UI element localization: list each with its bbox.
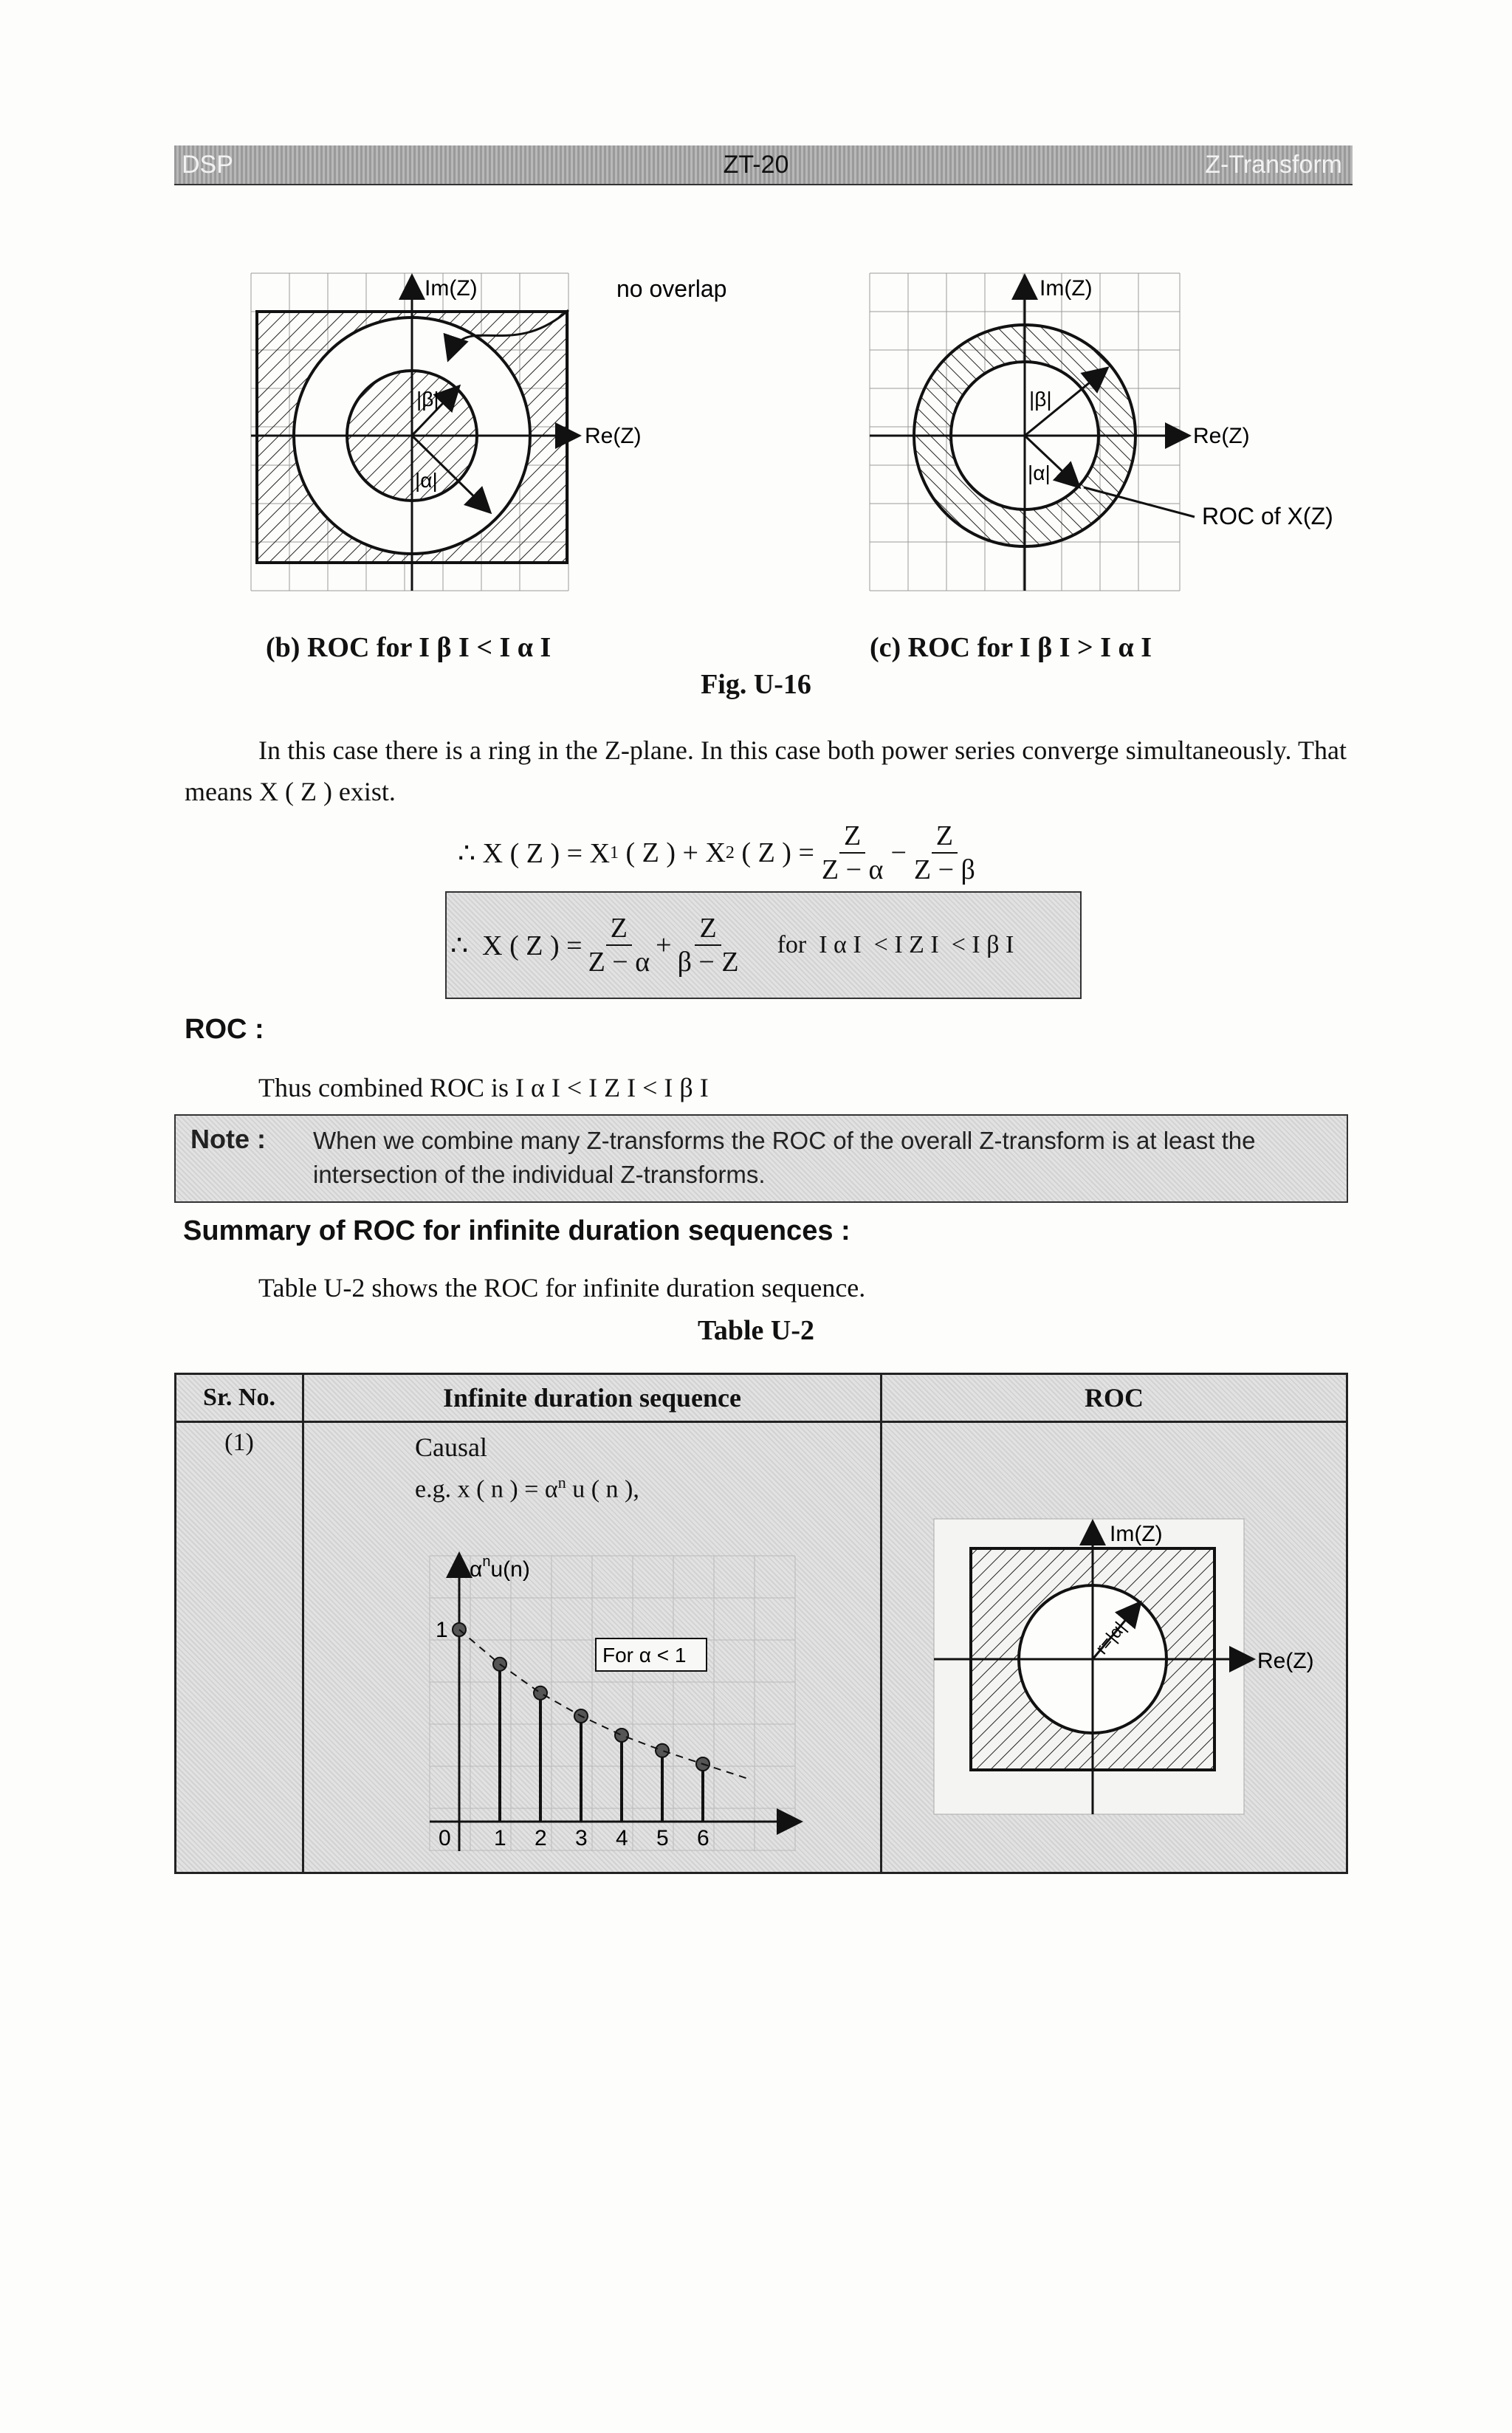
note-label: Note : [190,1124,266,1154]
re-axis-label: Re(Z) [585,424,642,448]
eq2-frac1-num: Z [606,912,632,946]
y-axis-label: $\alpha^nu(n)$ [470,1554,530,1582]
x-tick-0: 0 [439,1826,451,1850]
eq1-frac2 [914,820,975,886]
eq2-frac2-den: β − Z [677,947,739,978]
alpha-label: |α| [1028,461,1051,484]
roc-summary-table [174,1373,1348,1874]
header-chapter: Z-Transform [1205,151,1342,179]
sample-point-4 [615,1729,628,1742]
causal-label: Causal [415,1432,487,1462]
x-tick-4: 4 [616,1826,628,1850]
re-axis-label: Re(Z) [1257,1649,1314,1673]
roc-label: ROC : [185,1014,264,1045]
eq1-frac1 [822,820,884,886]
combined-roc-text: Thus combined ROC is I α I < I Z I < I β I [258,1073,709,1102]
re-axis-label: Re(Z) [1193,424,1250,448]
no-overlap-label: no overlap [616,275,727,302]
eq2-frac2-num: Z [695,912,721,946]
alpha-label: |α| [415,469,438,492]
eq1-tail: ( Z ) = [734,837,814,868]
eq1-frac2-num: Z [932,820,958,854]
table-intro: Table U-2 shows the ROC for infinite duration sequence. [258,1273,866,1303]
header-sequence: Infinite duration sequence [303,1374,882,1422]
eq2-plus: + [656,930,672,961]
figure-c-roc-diagram [862,266,1364,605]
x-tick-1: 1 [494,1826,506,1850]
eq1-sub2: 2 [725,843,735,862]
caption-c: (c) ROC for I β I > I α I [870,632,1152,663]
eq2-frac2 [678,912,739,978]
beta-label: |β| [1029,388,1052,411]
sequence-stem-plot [415,1541,828,1866]
eq1-mid: ( Z ) + X [619,837,726,868]
beta-label: |β| [416,388,439,411]
example-equation [415,1473,639,1503]
eq1-prefix: ∴ X ( Z ) = X [458,837,611,869]
example-sup: n [557,1473,566,1492]
sample-point-5 [656,1744,669,1757]
header-roc: ROC [882,1374,1347,1422]
eq2-condition: for I α I < I Z I < I β I [777,931,1014,958]
x-tick-2: 2 [535,1826,547,1850]
im-axis-label: Im(Z) [425,276,478,301]
equation-1 [458,816,983,890]
header-srno: Sr. No. [176,1374,303,1422]
x-tick-6: 6 [697,1826,709,1850]
header-page-number: ZT-20 [723,151,789,179]
table-title: Table U-2 [697,1315,814,1346]
x-tick-5: 5 [656,1826,669,1850]
eq1-minus: − [890,837,907,868]
example-tail: u ( n ), [566,1475,639,1503]
im-axis-label: Im(Z) [1110,1522,1163,1546]
eq1-sub1: 1 [610,843,619,862]
table-header-row [176,1374,1347,1422]
radius-label: r=|α| [1091,1618,1130,1658]
eq1-frac1-den: Z − α [821,854,884,885]
summary-heading: Summary of ROC for infinite duration sequences : [183,1215,850,1246]
cell-roc [882,1422,1347,1873]
sample-point-2 [534,1686,547,1700]
cell-srno: (1) [176,1422,303,1873]
figure-title: Fig. U-16 [701,669,811,700]
roc-of-x-label: ROC of X(Z) [1202,503,1333,529]
eq1-frac2-den: Z − β [913,854,975,885]
table-row [176,1422,1347,1873]
causal-roc-diagram [927,1511,1340,1836]
note-text: When we combine many Z-transforms the ROC of the overall Z-transform is at least the intersection of the individual Z-transforms. [313,1127,1256,1188]
eq2-frac1 [588,912,650,978]
x-tick-3: 3 [575,1826,588,1850]
cell-sequence [303,1422,882,1873]
im-axis-label: Im(Z) [1040,276,1093,301]
paragraph-ring: In this case there is a ring in the Z-plane. In this case both power series converge simultaneously. That means X ( Z ) exist. [185,735,1347,806]
equation-2 [450,905,1014,986]
legend-text: For α < 1 [602,1644,687,1667]
y-tick-1: 1 [436,1618,448,1642]
figure-b-roc-diagram [244,266,760,605]
eq2-frac1-den: Z − α [588,947,650,978]
eq1-frac1-num: Z [839,820,865,854]
header-subject: DSP [182,151,233,179]
example-text: e.g. x ( n ) = α [415,1475,558,1503]
eq2-prefix: ∴ X ( Z ) = [450,930,583,961]
caption-b: (b) ROC for I β I < I α I [266,632,551,663]
